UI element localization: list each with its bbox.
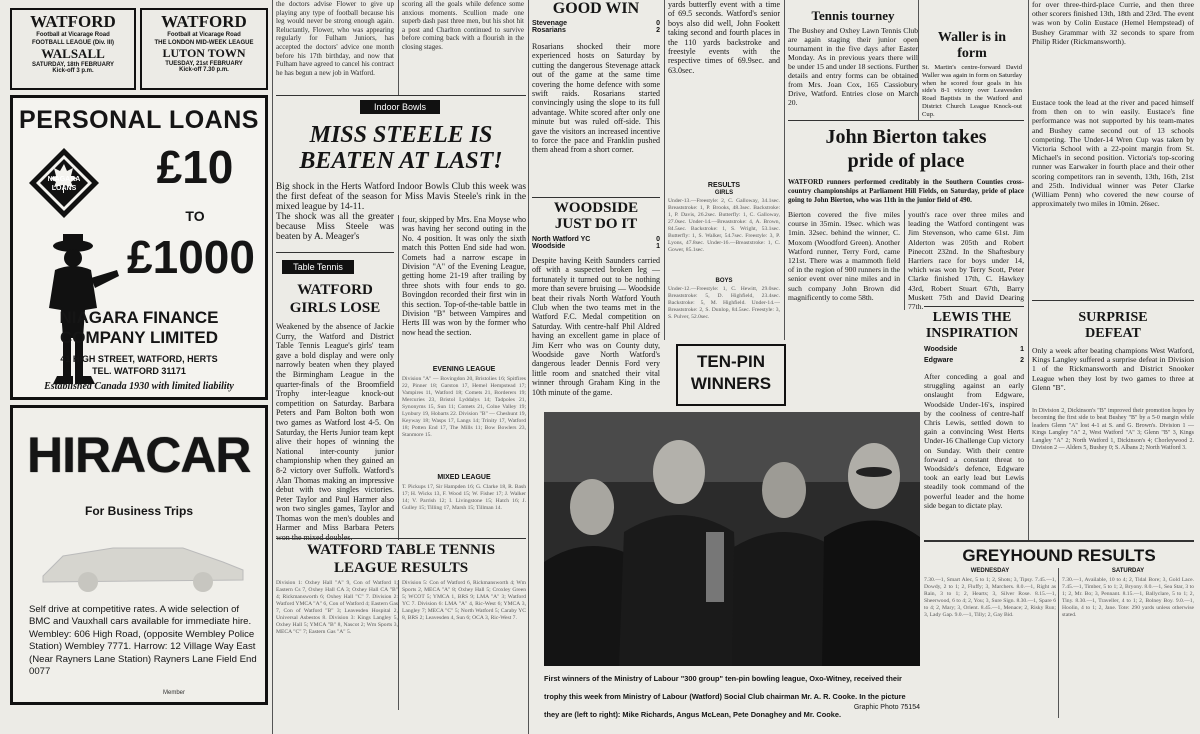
good-win-headline: GOOD WIN <box>552 0 640 17</box>
girls-lose-headline-1: WATFORD <box>297 282 373 298</box>
score-box-1 <box>532 20 660 34</box>
ad-kickoff: Kick-off 7.30 p.m. <box>179 67 229 73</box>
swimming-article: yards butterfly event with a time of 69.5 seconds. Watford's senior boys also did well, John Fookett taking second and fourth places in the 110 yards backstroke and freestyle events with the respective times of 69.9sec. and 63.0sec. <box>668 0 780 75</box>
score-team: Woodside <box>532 243 566 250</box>
logo-line1: NIAGARA <box>47 176 81 183</box>
logo-line2: LOANS <box>51 185 77 192</box>
hiracar-car-drawing <box>33 526 253 596</box>
hiracar-wordmark: HIRACAR <box>27 427 251 483</box>
surprise-headline-2: DEFEAT <box>1085 326 1141 341</box>
miss-steele-headline-1: MISS STEELE IS <box>309 122 493 148</box>
greyhound-day-1: WEDNESDAY <box>970 568 1010 574</box>
ad-date: SATURDAY, 18th FEBRUARY <box>31 62 115 68</box>
ad-venue: Football at Vicarage Road <box>36 32 110 38</box>
score-value: 1 <box>656 243 660 250</box>
ad-league: FOOTBALL LEAGUE (Div. III) <box>31 40 115 46</box>
company-tel: TEL. WATFORD 31171 <box>92 366 186 376</box>
hiracar-body: Self drive at competitive rates. A wide selection of BMC and Vauxhall cars available for immediate hire. Wembley: 606 High Road, (opposite Wembley Police Station) Wembley 7771. Harrow: 12 Village Way East (Near Rayners Lane Station) Rayners Lane Field End 0077 <box>29 604 257 678</box>
waller-headline-1: Waller is in <box>937 30 1007 45</box>
swim-girls-head: GIRLS <box>714 190 734 196</box>
greyhound-results-sat: 7.30.—1, Available, 10 to 4; 2, Tidal Bore; 3, Gold Lace. 7.45.—1, Timber, 5 to 1; 2, Bryony. 8.0.—1, Sea Star, 3 to 1; 2, Mr. Bo; 3, Pennant. 8.15.—1, Ballyclare, 5 to 1; 2, Tiny. 8.30.—1, Traveller, 4 to 1; 2, Bolney Boy. 9.0.—1, Hoolin, 4 to 1; 2, Jane. Tote: 290 yards unless otherwise stated. <box>1062 577 1194 618</box>
ad-kickoff: Kick-off 3 p.m. <box>52 68 94 74</box>
hiracar-member: Member <box>163 690 186 696</box>
miss-steele-lead2: The shock was all the greater because Miss Steele was beaten by A. Meager's <box>276 212 394 243</box>
bierton-headline-2: pride of place <box>847 150 965 172</box>
mixed-league-results: T. Pickups 17, Sir Hampden 16; G. Clarke 18, R. Bash 17; H. Wicks 13, F. Wood 15; W. Fisher 17; J. Walker 14; V. Parrish 12; I. Livingstone 15; Hatch 16; J. Gulley 15; Tilling 17, Marsh 15; Tillman 14. <box>402 484 526 511</box>
ten-pin-headline-2: WINNERS <box>690 374 772 393</box>
surprise-body: Only a week after beating champions West Watford, Kings Langley suffered a surprise defeat in Division 1 of the Rickmansworth and District Snooker League when they lost by two games to three at Glenn "B". <box>1032 346 1194 392</box>
tt-results-headline-2: LEAGUE RESULTS <box>333 560 469 576</box>
miss-steele-lead: Big shock in the Herts Watford Indoor Bowls Club this week was the first defeat of the season for Miss Mavis Steele's rink in the mixed league by 14-11. <box>276 182 526 213</box>
girls-lose-body: Weakened by the absence of Jackie Curry, the Watford and District Table Tennis League's girls' team gave a bold display and were only narrowly beaten when they played the Birmingham League in the quarter-finals of the Broomfield Trophy inter-league knock-out competition on Saturday. Barbara Peters and Pam Bolton both won two games as Watford lost 4-5. On Saturday, the Herts Junior team kept alive their hopes of winning the National inter-county junior championship when they gained an 8-2 victory over Suffolk. Watford's Alan Thomas making an impressive debut with two singles victories. Peter Taylor and Paul Harmer also won two singles games, Taylor and Thomas won the men's doubles and Harmer and Miss Barbara Peters <box>276 322 394 533</box>
ad-league: THE LONDON MID-WEEK LEAGUE <box>154 40 254 46</box>
evening-league-head: EVENING LEAGUE <box>432 366 496 373</box>
mixed-league-head: MIXED LEAGUE <box>437 474 491 481</box>
swim-boys-head: BOYS <box>715 278 733 284</box>
score-team: Rosarians <box>532 27 566 34</box>
cross-country-continued: for over three-third-place Currie, and then three other scorers finished 13th, 18th and 23rd. The event was won by Colin Eustace (Hemel Hempstead) of Bushey Grammar with 32 seconds to spare from Philip Rider (Rickmansworth). <box>1032 0 1194 46</box>
score-team: Woodside <box>924 346 958 353</box>
scullion-article: scoring all the goals while defence some anxious moments. Scullion made one superb dash past three men, but his shot hit a post and Charlton continued to survive before coming back with a flourish in the closing stages. <box>402 0 524 51</box>
greyhound-day-2: SATURDAY <box>1111 568 1145 574</box>
amount-low: £10 <box>156 141 234 193</box>
bierton-headline-1: John Bierton takes <box>825 126 987 148</box>
woodside-headline-2: JUST DO IT <box>554 216 638 232</box>
good-win-body: Rosarians shocked their more experienced hosts on Saturday by cutting the dangerous Stevenage attack out of the game at the same time covering the home defence with some swift raids. Rosarians started convincingly using the slope to its full advantage. White scored after only one minute but was ruled off-side. This gave the visitors an increased incentive to force the pace and Franklin pushed them ahead from a short corner. <box>532 42 660 155</box>
ten-pin-winners-photo <box>544 412 920 666</box>
swim-girls-results: Under-13.—Freestyle: 2, C. Galloway, 34.1sec. Breaststroke: 1, P. Brooks, 48.3sec. Backstroke: 1, P. Davis, 26.2sec. Butterfly: 1, C. Galloway, 27.0sec. Under-14.—Breaststroke: 4, A. Brown, 84.5sec. Backstroke: 1, S. Wright, 53.1sec. Butterfly: 1, S. Walker, 54.7sec. Freestyle: 3, P. Lyons, 47.8sec. Under-16.—Breaststroke: 1, C. Gower, 85.1sec. <box>668 198 780 253</box>
score-value: 2 <box>1020 357 1024 364</box>
bierton-lead: WATFORD runners performed creditably in the Southern Counties cross-country championships at Parliament Hill Fields, on Saturday, pride of place going to John Bierton, who was 11th in the junior field of 490. <box>788 178 1024 204</box>
amount-high: £1000 <box>127 231 255 283</box>
bowls-continued: four, skipped by Mrs. Ena Moyse who was having her second outing in the No. 4 position. It was only the sixth match this Potten End side had won. Comets had a narrow escape in Division "A" of the Evening League, getting home 21-19 after trailing by three shots with four ends to go. Bovingdon recorded their first win in this section. Top-of-the-table battle in Division "B" between Vampires and Herts III was won by the former who now head the section. <box>402 215 526 337</box>
loans-headline: PERSONAL LOANS <box>19 106 259 134</box>
miss-steele-headline-2: BEATEN AT LAST! <box>299 148 503 174</box>
bierton-body: Bierton covered the five miles course in 35min. 19sec. which was 1min. 32sec. behind the winner, C. Moxom (Woodford Green). Another Watford runner, Terry Ford, came 121st. There was a mammoth field of in the region of 900 runners in the senior event over nine miles and in such company John Brown did magnificently to come 58th. <box>788 210 900 302</box>
lewis-headline-2: INSPIRATION <box>925 326 1019 341</box>
tt-results-col1: Division 1: Oxhey Hall "A" 9, Con of Watford 1; Eastern Cs 7, Oxhey Hall CA 3; Oxhey Hall CA "B" 4; Rickmansworth 6; Oxhey Hall "C" 7. Division 2: Watford YMCA "A" 6, Con of Watford 4; Eastern Gas 7, Con of Watford "B" 3; Leavesden Hospital 2, Universal Asbestos 8. Division 3: Kings Langley 5, Oxhey Hall 5; YMCA "B" 8, Nascot 2; Wm Sports 3, MECA "C" 7; Eastern Gas "A" 5. <box>276 580 398 635</box>
photo-caption-text: First winners of the Ministry of Labour "300 group" ten-pin bowling league, Oxo-Witney, received their trophy this week from Ministry of Labour (Watford) Social Club chairman Mr. A. R. Cooke. In the picture they are (left to right): Mike Richards, Angus McLean, Pete Donaghey and Mr. Cooke. <box>544 674 906 719</box>
table-tennis-label: Table Tennis <box>282 260 354 274</box>
hiracar-ad <box>10 405 268 705</box>
ad-opponent: WALSALL <box>41 46 105 61</box>
lewis-headline-1: LEWIS THE <box>932 310 1012 325</box>
score-value: 0 <box>656 236 660 243</box>
swim-boys-results: Under-12.—Freestyle: 1, C. Hewitt, 29.0sec. Breaststroke: 5, D. Highfield, 23.4sec. Backstroke: 5, M. Highfield. Under-14.—Breaststroke: 2, S. Dunlop, 84.5sec. Freestyle: 3, S. Pulver, 52.0sec. <box>668 286 780 320</box>
evening-league-results: Division "A" — Bovingdon 20, Bristolies 16; Spitfires 22, Pinner 18; Garston 17, Hemel Hempstead 17; Vampires 11, Watford 18; Comets 21, Borderers 19; Mercuries 23, Bristol Lyddalys 14; Tadpoles 21, Synonyms 15, Sun 11; Comets 21, Colne Valley 19; Lynbury 19, Hobarts 22. Division "B" — Cheshunt 19, Keyway 18; Wasps 17, Langs 14; Trinity 17, Watford 18; Potten End 17, The Mills 11; Bow Bowlers 23, Stanmore 15. <box>402 376 526 438</box>
watford-walsall-ad <box>10 8 136 90</box>
ad-venue: Football at Vicarage Road <box>167 32 241 38</box>
company-line2: COMPANY LIMITED <box>59 328 219 347</box>
girls-lose-headline-2: GIRLS LOSE <box>289 300 381 316</box>
swim-results-head: RESULTS <box>707 182 741 189</box>
niagara-logo <box>27 146 101 220</box>
snooker-results: In Division 2, Dickinson's "B" improved their promotion hopes by becoming the first side to beat Bushey "B" by a 5-0 margin while leaders Glenn "A" lost 4-1 at S. and G. Brown's. Division 1 — Kings Langley "A" 2, West Watford "A" 3; Glenn "B" 3, Kings Langley "A" 2; North Watford 1, Dickinson's 4; Chorleywood 2. Division 2 — Alders 5, Bushey 0; S. Albans 2; North Watford 3. <box>1032 408 1194 452</box>
photo-caption <box>544 668 920 719</box>
score-box-2 <box>532 236 660 250</box>
score-team: North Watford YC <box>532 236 591 243</box>
woodside-body: Despite having Keith Saunders carried off with a suspected broken leg — fortunately it turned out to be nothing more than severe bruising — Woodside beat their rivals North Watford Youth Club when the two teams met in the Watford F.C. Medal competition on Saturday. With centre-half Phil Aldred having an excellent game in place of Jim Kerr who was on County duty, Woodside gave North Watford's dangerous leader Dennis Ford very little room and snatched their vital winner through Graham King in the 10th minute of the game. <box>532 256 660 397</box>
company-address: 41 HIGH STREET, WATFORD, HERTS <box>60 354 218 364</box>
score-value: 1 <box>1020 346 1024 353</box>
hiracar-tagline: For Business Trips <box>84 504 194 518</box>
score-value: 2 <box>656 27 660 34</box>
ad-opponent: LUTON TOWN <box>162 46 246 60</box>
photo-image <box>544 412 920 666</box>
company-established: Established Canada 1930 with limited liability <box>44 381 234 392</box>
tennis-tourney-body: The Bushey and Oxhey Lawn Tennis Club are again staging their junior open tournament in the five days after Easter Monday. As in previous years there will be under 15 and under 18 sections. Further details and entry forms can be obtained from Mrs. Joan Cox, 165 Cassiobury Drive, Watford. Entries close on March 20. <box>788 26 918 107</box>
waller-body: St. Martin's centre-forward David Waller was again in form on Saturday when he scored four goals in his side's 8-1 victory over Leavesden Road Baptists in the Watford and District Church League Knock-out Cup. <box>922 64 1022 118</box>
tt-results-headline-1: WATFORD TABLE TENNIS <box>306 542 496 558</box>
personal-loans-ad <box>10 95 268 400</box>
cross-country-more: Eustace took the lead at the river and paced himself from then on to win easily. Eustace's fine performance was not supported by his team-mates and Bushey came second out of 13 schools competing. The Under-14 Wren Cup was taken by Victoria School with a 22-point margin from St. Michael's in second position. Victoria's top-scoring runner was Earwaker in fourth place and their other scoring competitors ran in seventh, 13th, 16th, 21st and 25th. Individual winner was Peter Clarke (William Penn) who covered the new course of approximately two miles in 10min. 26sec. <box>1032 98 1194 209</box>
greyhound-headline: GREYHOUND RESULTS <box>962 546 1156 565</box>
maple-leaf-icon <box>27 146 101 220</box>
ten-pin-headline-box <box>676 344 786 406</box>
watford-luton-ad <box>140 8 268 90</box>
surprise-headline-1: SURPRISE <box>1078 310 1148 325</box>
score-box-3 <box>924 346 1024 364</box>
company-line1: NIAGARA FINANCE <box>59 308 219 327</box>
score-value: 0 <box>656 20 660 27</box>
score-team: Stevenage <box>532 20 568 27</box>
tennis-tourney-headline: Tennis tourney <box>811 8 895 23</box>
tt-results-col2: Division 5: Con of Watford 6, Rickmansworth 4; Wm Sports 2, MECA "A" 8; Oxhey Hall 5; Croxley Green 5; WCOT 5; YMCA 1, BRS 9; LMA "A" 3; Watford YC 7. Division 6: LMA "A" 4, Ric-West 6; YMCA 3, Langley 7; MECA "C" 5; North Watford 5; Caraby YC 8, BRS 2; Leavesden 4, Sun 6; OCA 3, Ric-West 7. <box>402 580 526 621</box>
ten-pin-headline-1: TEN-PIN <box>697 352 765 371</box>
greyhound-results-wed: 7.30.—1, Smart Alec, 5 to 1; 2, Shots; 3, Tipsy. 7.45.—1, Dowdy, 2 to 1; 2, Fluffy; 3, Marchers. 8.0.—1, Right as Rain, 3 to 1; 2, Hearts; 3, Silver Rose. 8.15.—1, Sheerwood, 6 to 4; 2, You; 3, Sure Sign. 8.30.—1, Spare 6 to 4; 2, Mary; 3, Orient. 8.45.—1, Menace; 2, Risky Run; 3, Lady Gap. 9.0.—1, Tilly; 2, Gay Bid. <box>924 577 1056 618</box>
indoor-bowls-label: Indoor Bowls <box>360 100 440 114</box>
ad-club-name: WATFORD <box>161 12 247 31</box>
woodside-headline-1: WOODSIDE <box>553 200 639 216</box>
flower-article-end: the doctors advise Flower to give up playing any type of football because his leg would never be strong enough again. Reluctantly, Flower, who was appearing regularly for Fulham Juniors, has accepted the doctors' advice one month before his 17th birthday, and now that Fulham have agreed to cancel his contract he has begun a new job in Watford. <box>276 0 394 77</box>
lewis-body: After conceding a goal and struggling against an early onslaught from Edgware, Woodside Under-16's, inspired by the coolness of centre-half Chris Lewis, settled down to gain a convincing West Herts Under-16 Challenge Cup victory on Sunday. With their centre forward a constant threat to Woodside's defence, Edgware took an early lead but Lewis steadily took command of the powerful leader and the home side began to dictate play. <box>924 372 1024 510</box>
score-team: Edgware <box>924 357 954 364</box>
amount-to: TO <box>185 208 205 224</box>
ad-club-name: WATFORD <box>30 12 116 31</box>
ad-date: TUESDAY, 21st FEBRUARY <box>165 61 243 67</box>
waller-headline-2: form <box>957 46 987 61</box>
photo-credit: Graphic Photo 75154 <box>853 704 920 711</box>
bierton-continued: youth's race over three miles and leading the Watford contingent was Jim Stevenson, who came 61st. Jim Alderton was 205th and Robert Pinecott 232nd. In the Shaftesbury Harriers race for boys under 14, which was won by Terry Scott, Peter Clarke finished 17th, C. Hawkey 43rd, Robert Stuart 67th, Barry Muskett 75th and David Dearing 77th. <box>908 210 1024 312</box>
